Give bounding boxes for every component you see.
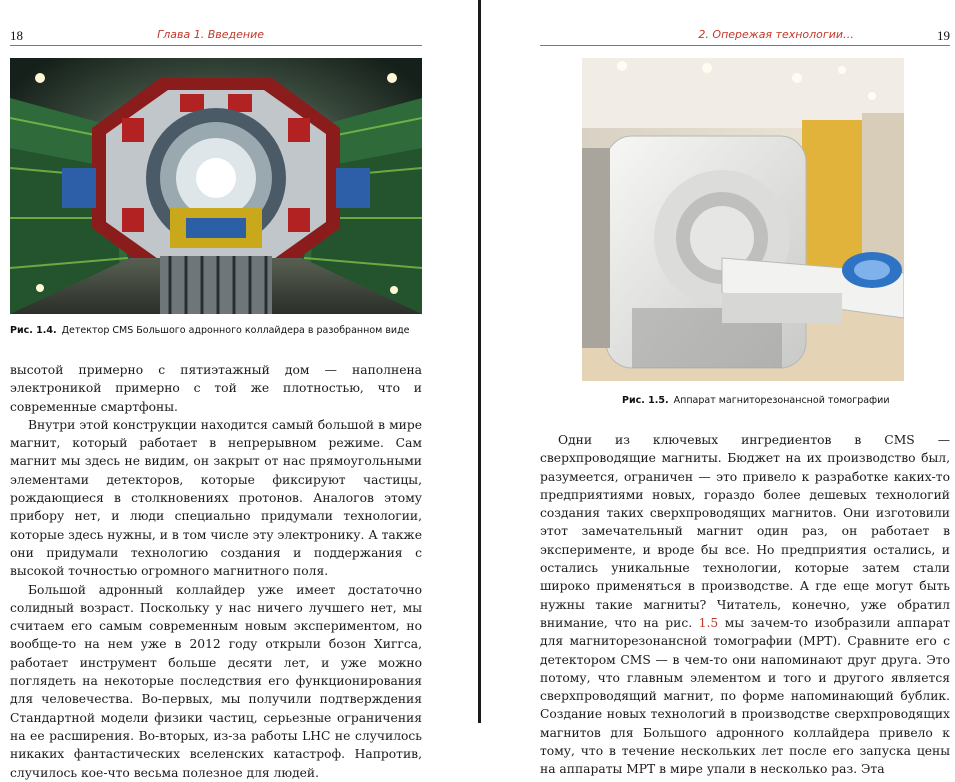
figure-caption-1-5 <box>622 395 890 406</box>
figure-reference-link[interactable]: 1.5 <box>698 615 719 630</box>
right-header-rule <box>540 45 950 46</box>
left-running-header <box>10 28 422 44</box>
right-page-number: 19 <box>937 28 950 43</box>
paragraph: Внутри этой конструкции находится самый большой в мире магнит, который работает в непрерывном режиме. Сам магнит мы здесь не видим, он закрыт от нас прямоугольными элементами детекторов, которые фиксируют частицы, рождающиеся в столкновениях протонов. Аналогов этому прибору нет, и люди специально придумали технологии, которые здесь нужны, и в том числе эту электронику. А также они придумали технологию создания и поддержания с высокой точностью огромного магнитного поля. <box>10 417 422 579</box>
figure-label: Рис. 1.4. <box>10 325 57 336</box>
paragraph: Большой адронный коллайдер уже имеет достаточно солидный возраст. Поскольку у нас ничего лучшего нет, мы считаем его самым современным новым экспериментом, но вообще-то на нем уже в 2012 году открыли бозон Хиггса, работает инструмент больше десяти лет, и уже можно поглядеть на некоторые последствия его функционирования для человечества. Во-первых, мы получили подтверждения Стандартной модели физики частиц, серьезные ограничения на ее расширения. Во-вторых, из-за работы LHC не случилось никаких фантастических вселенских катастроф. Напротив, случилось кое-что весьма полезное для людей. <box>10 582 422 780</box>
right-running-header <box>540 28 950 44</box>
figure-caption-text: Детектор CMS Большого адронного коллайдера в разобранном виде <box>61 325 410 336</box>
paragraph: высотой примерно с пятиэтажный дом — наполнена электроникой примерно с той же плотностью, что и современные смартфоны. <box>10 363 422 414</box>
left-body-text <box>10 361 422 782</box>
cms-detector-photo <box>10 58 422 314</box>
left-page-number: 18 <box>10 28 23 43</box>
left-header-rule <box>10 45 422 46</box>
figure-caption-1-4 <box>10 325 410 336</box>
left-chapter-title: Глава 1. Введение <box>157 28 264 41</box>
paragraph <box>540 431 950 779</box>
figure-label: Рис. 1.5. <box>622 395 669 406</box>
right-page <box>482 0 955 777</box>
book-spine <box>478 0 481 723</box>
left-page <box>0 0 478 780</box>
figure-caption-text: Аппарат магниторезонансной томографии <box>673 395 890 406</box>
paragraph-text: мы зачем-то изобразили аппарат для магниторезонансной томографии (МРТ). Сравните его с детектором CMS — в чем-то они напоминают друг друга. Это потому, что главным элементом и того и другого является сверхпроводящий магнит, по форме напоминающий бублик. Создание новых технологий в производстве сверхпроводящих магнитов для Большого адронного коллайдера привело к тому, что в течение нескольких лет после его запуска цены на аппараты МРТ в мире упали в несколько раз. Эта <box>540 615 950 777</box>
mri-scanner-photo <box>582 58 904 381</box>
paragraph-text: Одни из ключевых ингредиентов в CMS — сверхпроводящие магниты. Бюджет на их производство был, разумеется, ограничен — это привело к разработке каких-то предприятиями новых, гораздо более дешевых технологий создания таких сверхпроводящих магнитов. Они изготовили этот замечательный магнит один раз, он работает в эксперименте, и вроде бы все. Но предприятия остались, и остались уникальные технологии, которые затем стали широко применяться в производстве. А где еще могут быть нужны такие магниты? Читатель, конечно, уже обратил внимание, что на рис. <box>540 433 950 630</box>
right-section-title: 2. Опережая технологии… <box>698 28 854 41</box>
right-body-text <box>540 431 950 779</box>
